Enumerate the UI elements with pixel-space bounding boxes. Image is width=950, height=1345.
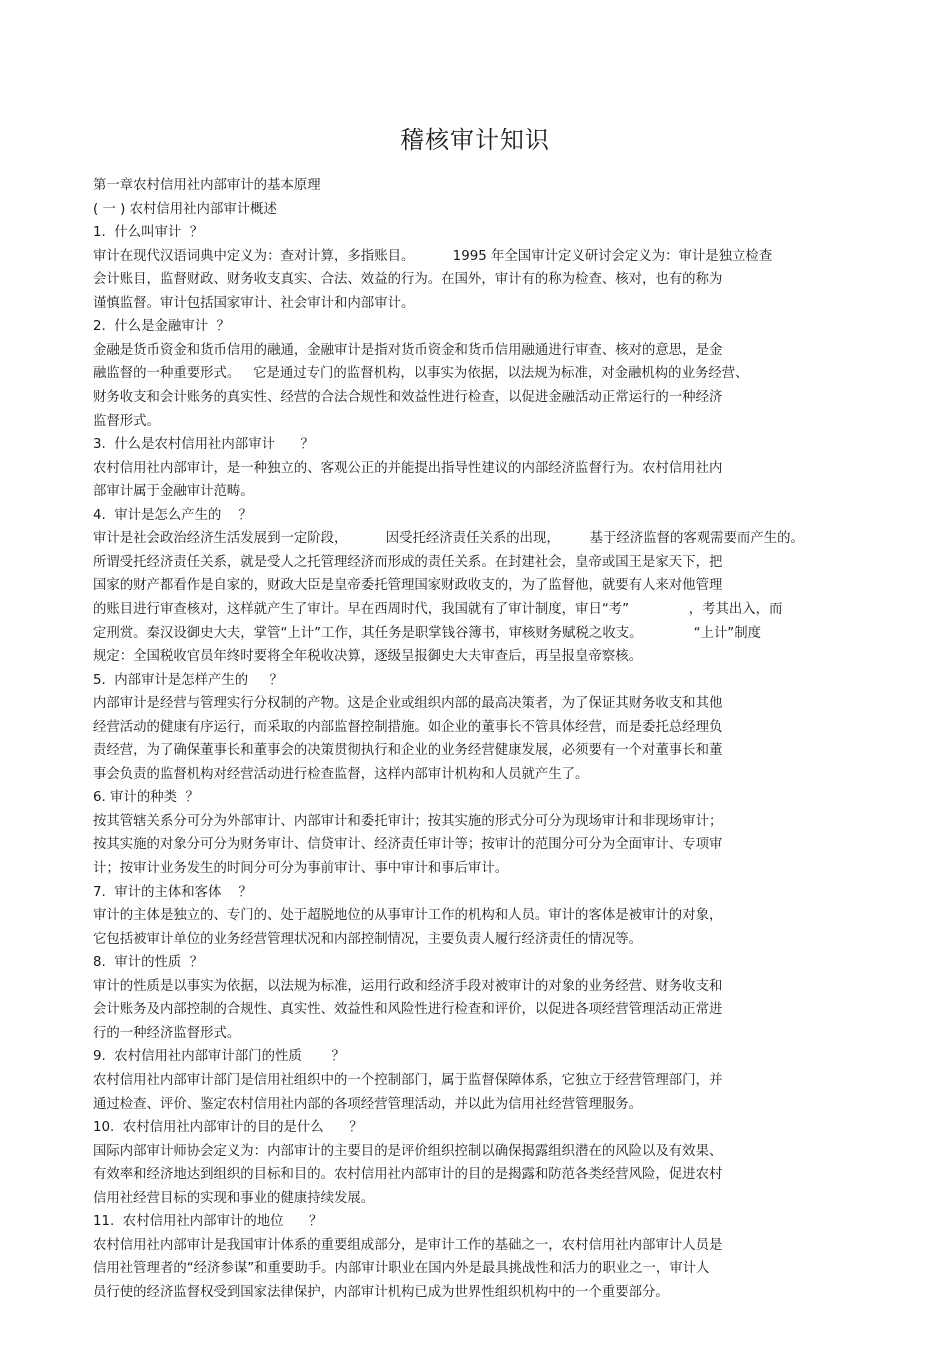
text-line: 融监督的一种重要形式。 它是通过专门的监督机构，以事实为依据，以法规为标准，对金融机构的业务经营、 <box>93 366 749 382</box>
text-line: 7. 审计的主体和客体 ？ <box>93 884 252 900</box>
text-line: 4. 审计是怎么产生的 ？ <box>93 507 252 523</box>
text-line: ( 一 ) 农村信用社内部审计概述 <box>93 201 277 217</box>
text-line: 农村信用社内部审计，是一种独立的、客观公正的并能提出指导性建议的内部经济监督行为。农村信用社内 <box>93 460 723 476</box>
text-line: 第一章农村信用社内部审计的基本原理 <box>93 178 321 193</box>
text-line: 员行使的经济监督权受到国家法律保护，内部审计机构已成为世界性组织机构中的一个重要部分。 <box>93 1284 669 1300</box>
text-line: 经营活动的健康有序运行，而采取的内部监督控制措施。如企业的董事长不管具体经营，而是委托总经理负 <box>93 719 723 735</box>
text-line: 农村信用社内部审计部门是信用社组织中的一个控制部门，属于监督保障体系，它独立于经营管理部门，并 <box>93 1072 723 1088</box>
text-line: 6. 审计的种类 ？ <box>93 790 199 806</box>
text-line: 2. 什么是金融审计 ？ <box>93 319 230 335</box>
text-line: 所谓受托经济责任关系，就是受人之托管理经济而形成的责任关系。在封建社会，皇帝或国王是家天下，把 <box>93 554 723 570</box>
text-line: 部审计属于金融审计范畴。 <box>93 484 254 500</box>
text-line: 3. 什么是农村信用社内部审计 ？ <box>93 437 314 453</box>
text-line: 9. 农村信用社内部审计部门的性质 ？ <box>93 1049 345 1065</box>
text-line: 1. 什么叫审计 ？ <box>93 225 204 241</box>
text-line: 谨慎监督。审计包括国家审计、社会审计和内部审计。 <box>93 295 415 311</box>
text-line: 它包括被审计单位的业务经营管理状况和内部控制情况，主要负责人履行经济责任的情况等。 <box>93 931 643 947</box>
text-line: 国家的财产都看作是自家的，财政大臣是皇帝委托管理国家财政收支的，为了监督他，就要有人来对他管理 <box>93 578 723 594</box>
text-line: 8. 审计的性质 ？ <box>93 955 204 971</box>
text-line: 按其管辖关系分可分为外部审计、内部审计和委托审计；按其实施的形式分可分为现场审计和非现场审计； <box>93 813 723 829</box>
text-line: 审计是社会政治经济生活发展到一定阶段， 因受托经济责任关系的出现， 基于经济监督的客观需要而产生的。 <box>93 531 804 547</box>
text-line: 审计的主体是独立的、专门的、处于超脱地位的从事审计工作的机构和人员。审计的客体是被审计的对象， <box>93 908 723 924</box>
text-line: 监督形式。 <box>93 413 160 429</box>
text-line: 定刑赏。秦汉设御史大夫，掌管“上计”工作，其任务是职掌钱谷簿书，审核财务赋税之收支。 “上计”制度 <box>93 625 762 641</box>
text-line: 内部审计是经营与管理实行分权制的产物。这是企业或组织内部的最高决策者，为了保证其财务收支和其他 <box>93 696 723 712</box>
text-line: 审计的性质是以事实为依据，以法规为标准，运用行政和经济手段对被审计的对象的业务经营、财务收支和 <box>93 978 723 994</box>
text-line: 财务收支和会计账务的真实性、经营的合法合规性和效益性进行检查，以促进金融活动正常运行的一种经济 <box>93 390 723 405</box>
text-line: 的账目进行审查核对，这样就产生了审计。早在西周时代，我国就有了审计制度，审日“考” ，考其出入，而 <box>93 601 783 617</box>
text-line: 信用社经营目标的实现和事业的健康持续发展。 <box>93 1190 375 1206</box>
text-line: 按其实施的对象分可分为财务审计、信贷审计、经济责任审计等；按审计的范围分可分为全面审计、专项审 <box>93 837 723 853</box>
text-line: 计；按审计业务发生的时间分可分为事前审计、事中审计和事后审计。 <box>93 861 509 876</box>
text-line: 会计账目，监督财政、财务收支真实、合法、效益的行为。在国外，审计有的称为检查、核对，也有的称为 <box>93 272 723 288</box>
text-line: 审计在现代汉语词典中定义为：查对计算，多指账目。 1995 年全国审计定义研讨会定义为：审计是独立检查 <box>93 248 773 264</box>
text-line: 金融是货币资金和货币信用的融通，金融审计是指对货币资金和货币信用融通进行审查、核对的意思，是金 <box>93 342 723 358</box>
text-line: 会计账务及内部控制的合规性、真实性、效益性和风险性进行检查和评价，以促进各项经营管理活动正常进 <box>93 1002 723 1018</box>
text-line: 有效率和经济地达到组织的目标和目的。农村信用社内部审计的目的是揭露和防范各类经营风险，促进农村 <box>93 1167 723 1183</box>
text-line: 信用社管理者的“经济参谋”和重要助手。内部审计职业在国内外是最具挑战性和活力的职业之一，审计人 <box>93 1261 710 1277</box>
text-line: 规定：全国税收官员年终时要将全年税收决算，逐级呈报御史大夫审查后，再呈报皇帝察核。 <box>93 649 643 664</box>
text-line: 10. 农村信用社内部审计的目的是什么 ？ <box>93 1120 363 1135</box>
page-title: 稽核审计知识 <box>400 126 550 154</box>
text-line: 通过检查、评价、鉴定农村信用社内部的各项经营管理活动，并以此为信用社经营管理服务。 <box>93 1096 643 1112</box>
text-line: 农村信用社内部审计是我国审计体系的重要组成部分，是审计工作的基础之一，农村信用社内部审计人员是 <box>93 1237 723 1253</box>
text-line: 5. 内部审计是怎样产生的 ？ <box>93 672 283 688</box>
text-line: 行的一种经济监督形式。 <box>93 1025 241 1041</box>
text-line: 11. 农村信用社内部审计的地位 ？ <box>93 1214 323 1230</box>
text-line: 责经营，为了确保董事长和董事会的决策贯彻执行和企业的业务经营健康发展，必须要有一个对董事长和董 <box>93 743 723 759</box>
text-line: 事会负责的监督机构对经营活动进行检查监督，这样内部审计机构和人员就产生了。 <box>93 766 589 782</box>
text-line: 国际内部审计师协会定义为：内部审计的主要目的是评价组织控制以确保揭露组织潜在的风险以及有效果、 <box>93 1143 723 1159</box>
